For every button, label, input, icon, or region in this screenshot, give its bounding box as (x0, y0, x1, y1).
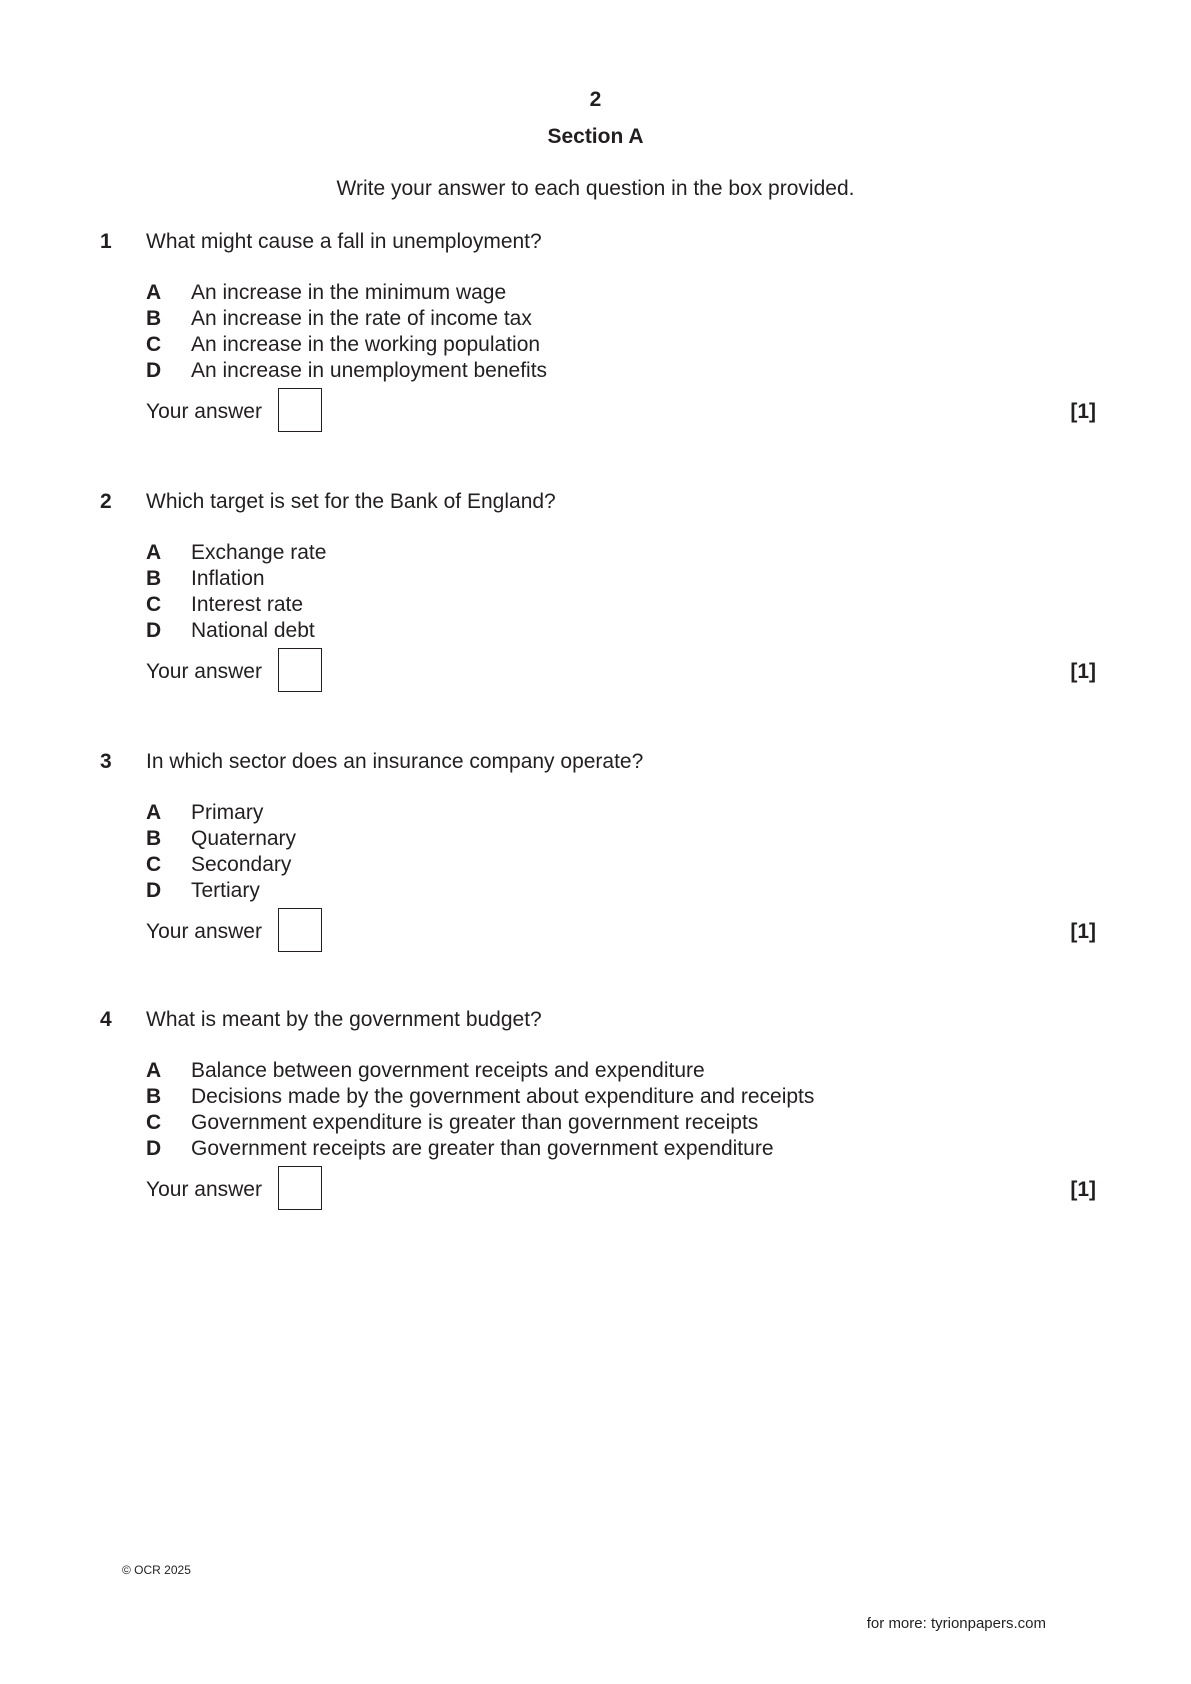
option-text: Secondary (191, 853, 292, 876)
option-text: Balance between government receipts and expenditure (191, 1059, 705, 1082)
option-text: Primary (191, 801, 264, 824)
answer-label: Your answer (146, 400, 262, 423)
answer-label: Your answer (146, 660, 262, 683)
option-letter: D (146, 359, 162, 382)
option-c (146, 332, 547, 358)
answer-label: Your answer (146, 1178, 262, 1201)
option-letter: B (146, 307, 162, 330)
option-d (146, 358, 547, 384)
option-letter: A (146, 281, 162, 304)
option-letter: B (146, 827, 162, 850)
option-text: Interest rate (191, 593, 304, 616)
option-letter: D (146, 619, 162, 642)
question-number: 3 (100, 750, 112, 773)
option-b (146, 1084, 814, 1110)
answer-label: Your answer (146, 920, 262, 943)
option-c (146, 852, 296, 878)
copyright-notice: © OCR 2025 (122, 1563, 191, 1577)
option-letter: C (146, 853, 162, 876)
option-letter: C (146, 1111, 162, 1134)
marks-label: [1] (1070, 1178, 1096, 1201)
answer-row (146, 388, 1096, 436)
question-4 (0, 1008, 1191, 1238)
option-letter: C (146, 593, 162, 616)
answer-box[interactable] (278, 388, 322, 432)
answer-row (146, 1166, 1096, 1214)
option-text: Decisions made by the government about expenditure and receipts (191, 1085, 815, 1108)
option-letter: C (146, 333, 162, 356)
option-text: An increase in the rate of income tax (191, 307, 532, 330)
option-letter: D (146, 879, 162, 902)
question-number: 1 (100, 230, 112, 253)
option-text: Inflation (191, 567, 265, 590)
option-text: Exchange rate (191, 541, 327, 564)
option-a (146, 800, 296, 826)
option-a (146, 540, 326, 566)
watermark-link: for more: tyrionpapers.com (866, 1615, 1046, 1632)
option-b (146, 826, 296, 852)
marks-label: [1] (1070, 660, 1096, 683)
option-letter: A (146, 1059, 162, 1082)
question-number: 2 (100, 490, 112, 513)
option-text: An increase in the minimum wage (191, 281, 507, 304)
option-list (146, 800, 296, 904)
option-text: Government receipts are greater than government expenditure (191, 1137, 774, 1160)
option-letter: D (146, 1137, 162, 1160)
marks-label: [1] (1070, 400, 1096, 423)
question-number: 4 (100, 1008, 112, 1031)
answer-box[interactable] (278, 648, 322, 692)
option-text: An increase in the working population (191, 333, 541, 356)
option-d (146, 878, 296, 904)
option-text: Government expenditure is greater than government receipts (191, 1111, 759, 1134)
instruction-text: Write your answer to each question in the box provided. (336, 177, 855, 200)
option-d (146, 1136, 814, 1162)
option-list (146, 540, 326, 644)
option-list (146, 280, 547, 384)
option-c (146, 1110, 814, 1136)
marks-label: [1] (1070, 920, 1096, 943)
option-letter: A (146, 541, 162, 564)
option-text: National debt (191, 619, 315, 642)
option-text: Tertiary (191, 879, 260, 902)
answer-row (146, 648, 1096, 696)
option-a (146, 1058, 814, 1084)
option-d (146, 618, 326, 644)
option-text: An increase in unemployment benefits (191, 359, 548, 382)
question-stem: What is meant by the government budget? (146, 1008, 542, 1031)
answer-box[interactable] (278, 1166, 322, 1210)
answer-row (146, 908, 1096, 956)
option-c (146, 592, 326, 618)
answer-box[interactable] (278, 908, 322, 952)
question-stem: In which sector does an insurance company operate? (146, 750, 644, 773)
option-b (146, 566, 326, 592)
section-title: Section A (547, 125, 644, 148)
option-letter: A (146, 801, 162, 824)
option-letter: B (146, 1085, 162, 1108)
question-stem: What might cause a fall in unemployment? (146, 230, 542, 253)
question-3 (0, 750, 1191, 980)
option-b (146, 306, 547, 332)
question-stem: Which target is set for the Bank of England? (146, 490, 556, 513)
option-list (146, 1058, 814, 1162)
question-2 (0, 490, 1191, 720)
question-1 (0, 230, 1191, 460)
option-a (146, 280, 547, 306)
page-number: 2 (589, 88, 602, 111)
option-letter: B (146, 567, 162, 590)
option-text: Quaternary (191, 827, 297, 850)
